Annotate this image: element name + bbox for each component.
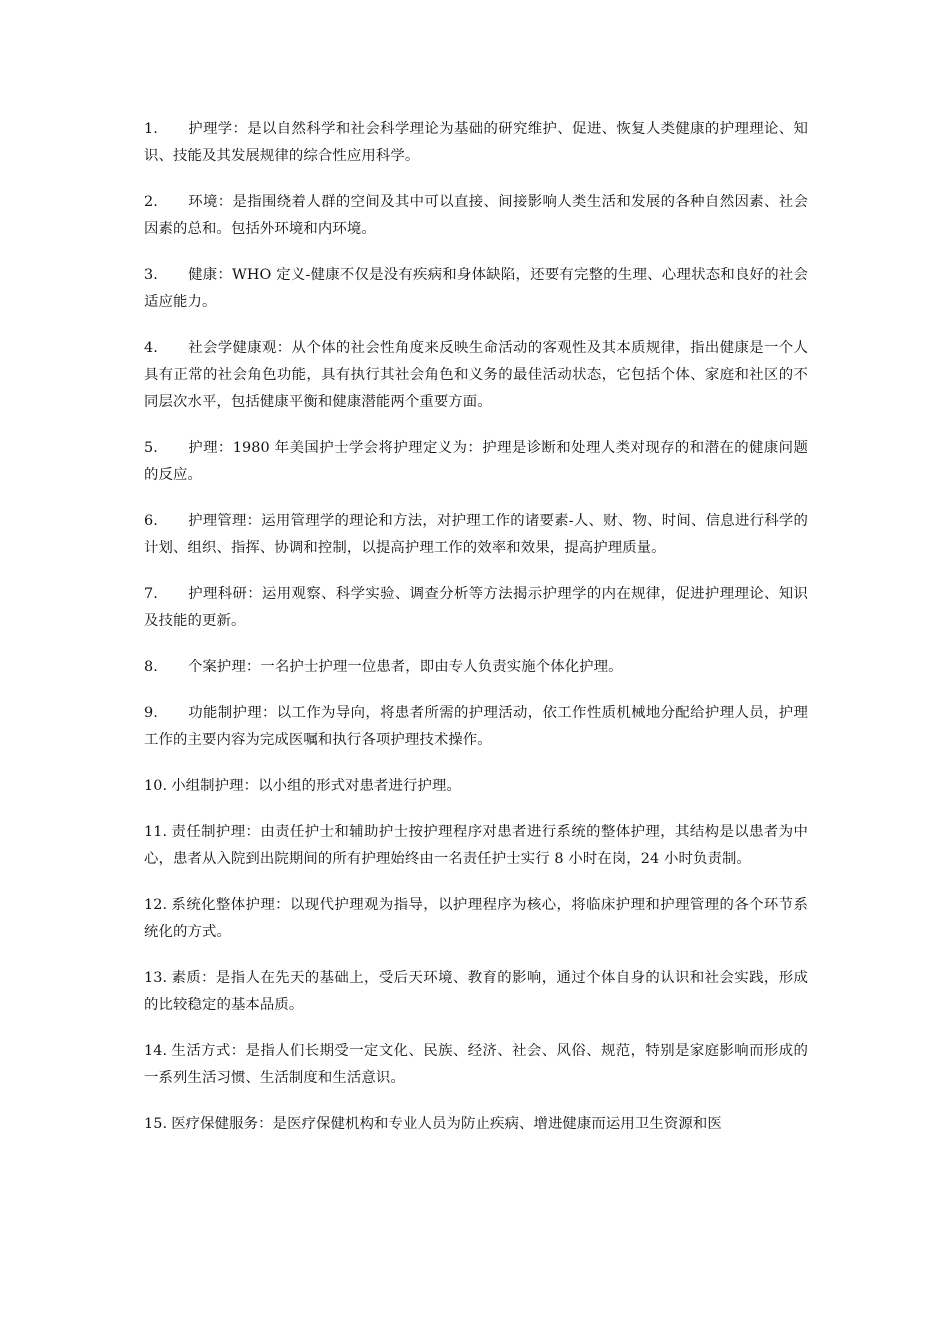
definition-item-8: [144, 654, 808, 681]
definition-item-12: [144, 892, 808, 946]
definition-item-9: [144, 700, 808, 754]
item-number: 10.: [144, 778, 168, 794]
item-number: 14.: [144, 1043, 168, 1059]
item-text: 素质：是指人在先天的基础上，受后天环境、教育的影响，通过个体自身的认识和社会实践，形成的比较稳定的基本品质。: [144, 970, 808, 1013]
item-number: 8.: [144, 659, 158, 675]
item-text: 护理：1980 年美国护士学会将护理定义为：护理是诊断和处理人类对现存的和潜在的健康问题的反应。: [144, 440, 808, 483]
definition-item-10: [144, 773, 808, 800]
definition-item-14: [144, 1038, 808, 1092]
item-number: 12.: [144, 897, 168, 913]
item-text: 个案护理：一名护士护理一位患者，即由专人负责实施个体化护理。: [187, 659, 623, 675]
definition-item-13: [144, 965, 808, 1019]
definition-item-4: [144, 335, 808, 416]
item-number: 7.: [144, 586, 158, 602]
item-text: 护理学：是以自然科学和社会科学理论为基础的研究维护、促进、恢复人类健康的护理理论、知识、技能及其发展规律的综合性应用科学。: [144, 121, 808, 164]
item-text: 功能制护理：以工作为导向，将患者所需的护理活动，依工作性质机械地分配给护理人员，护理工作的主要内容为完成医嘱和执行各项护理技术操作。: [144, 705, 808, 748]
item-text: 社会学健康观：从个体的社会性角度来反映生命活动的客观性及其本质规律，指出健康是一个人具有正常的社会角色功能，具有执行其社会角色和义务的最佳活动状态，它包括个体、家庭和社区的不同层次水平，包括健康平衡和健康潜能两个重要方面。: [144, 340, 808, 410]
item-text: 医疗保健服务：是医疗保健机构和专业人员为防止疾病、增进健康而运用卫生资源和医: [171, 1116, 722, 1132]
item-number: 4.: [144, 340, 158, 356]
item-text: 健康：WHO 定义-健康不仅是没有疾病和身体缺陷，还要有完整的生理、心理状态和良好的社会适应能力。: [144, 267, 808, 310]
definition-item-15: [144, 1111, 808, 1138]
item-number: 9.: [144, 705, 158, 721]
definition-item-2: [144, 189, 808, 243]
item-number: 5.: [144, 440, 158, 456]
item-text: 小组制护理：以小组的形式对患者进行护理。: [171, 778, 462, 794]
item-number: 13.: [144, 970, 168, 986]
item-number: 1.: [144, 121, 158, 137]
definition-item-7: [144, 581, 808, 635]
item-text: 生活方式：是指人们长期受一定文化、民族、经济、社会、风俗、规范，特别是家庭影响而形成的一系列生活习惯、生活制度和生活意识。: [144, 1043, 808, 1086]
item-number: 11.: [144, 824, 168, 840]
item-number: 3.: [144, 267, 158, 283]
definition-item-5: [144, 435, 808, 489]
item-text: 护理科研：运用观察、科学实验、调查分析等方法揭示护理学的内在规律，促进护理理论、知识及技能的更新。: [144, 586, 808, 629]
item-text: 环境：是指围绕着人群的空间及其中可以直接、间接影响人类生活和发展的各种自然因素、社会因素的总和。包括外环境和内环境。: [144, 194, 808, 237]
definition-list: [144, 116, 808, 1157]
item-text: 护理管理：运用管理学的理论和方法，对护理工作的诸要素-人、财、物、时间、信息进行科学的计划、组织、指挥、协调和控制，以提高护理工作的效率和效果，提高护理质量。: [144, 513, 808, 556]
item-number: 2.: [144, 194, 158, 210]
item-number: 15.: [144, 1116, 168, 1132]
item-text: 责任制护理：由责任护士和辅助护士按护理程序对患者进行系统的整体护理，其结构是以患者为中心，患者从入院到出院期间的所有护理始终由一名责任护士实行 8 小时在岗，24 小时负责制。: [144, 824, 808, 867]
definition-item-11: [144, 819, 808, 873]
definition-item-3: [144, 262, 808, 316]
definition-item-1: [144, 116, 808, 170]
item-number: 6.: [144, 513, 158, 529]
item-text: 系统化整体护理：以现代护理观为指导，以护理程序为核心，将临床护理和护理管理的各个环节系统化的方式。: [144, 897, 808, 940]
definition-item-6: [144, 508, 808, 562]
